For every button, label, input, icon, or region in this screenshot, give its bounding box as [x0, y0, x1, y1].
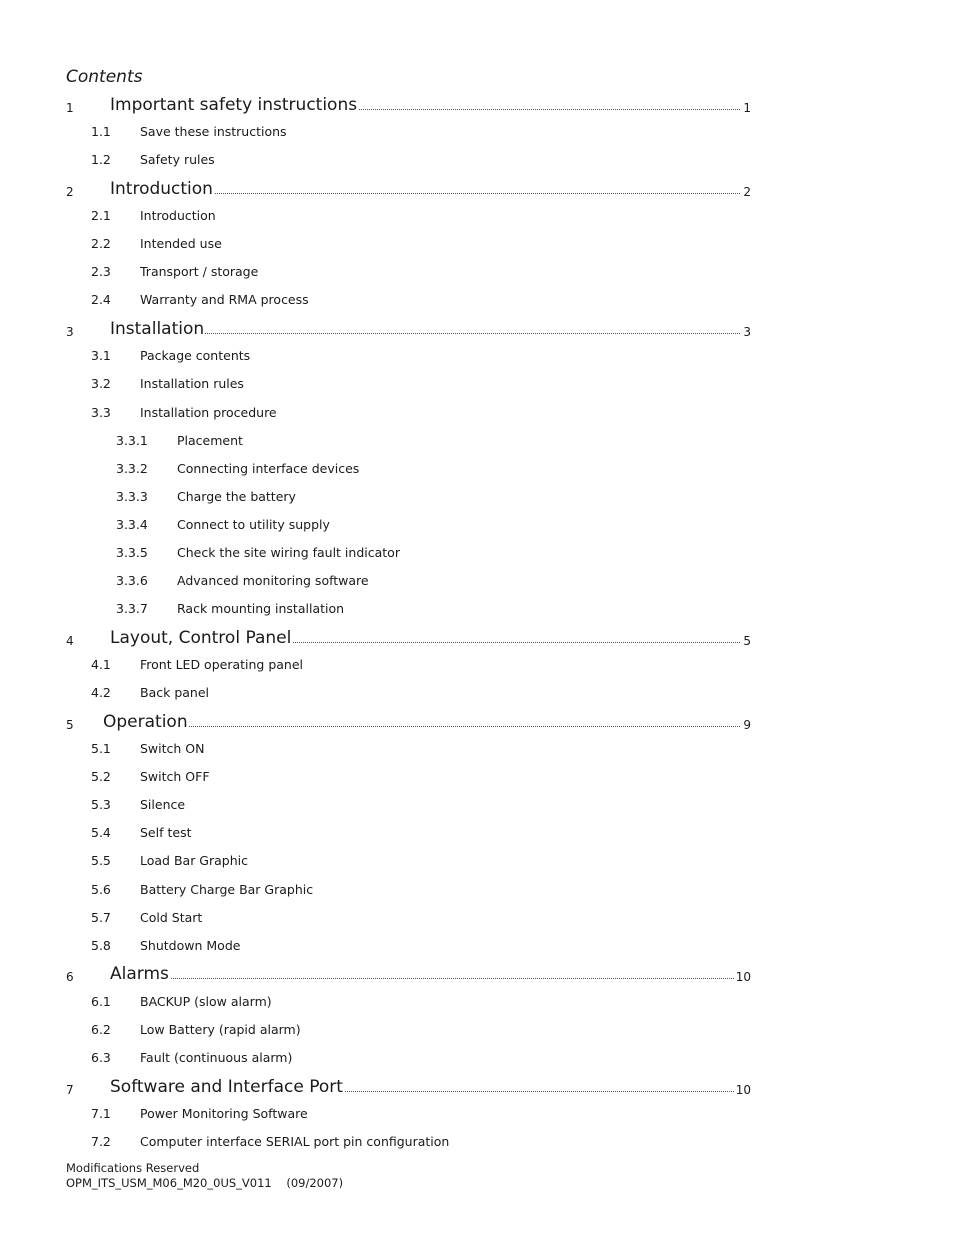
toc-label: Battery Charge Bar Graphic	[140, 882, 314, 897]
toc-number: 6.3	[91, 1050, 111, 1065]
toc-label: Safety rules	[140, 152, 215, 167]
footer-document-code: OPM_ITS_USM_M06_M20_0US_V011 (09/2007)	[66, 1176, 344, 1190]
toc-label: Fault (continuous alarm)	[140, 1050, 293, 1065]
toc-number: 3.3.7	[116, 601, 148, 616]
toc-label: Transport / storage	[140, 264, 259, 279]
toc-label: Charge the battery	[177, 489, 296, 504]
toc-number: 3.3	[91, 405, 111, 420]
toc-label: Installation procedure	[140, 405, 277, 420]
toc-number: 1	[66, 101, 74, 115]
toc-label: Advanced monitoring software	[177, 573, 369, 588]
toc-number: 1.1	[91, 124, 111, 139]
toc-label: Warranty and RMA process	[140, 292, 309, 307]
toc-number: 5	[66, 718, 74, 732]
toc-number: 2.2	[91, 236, 111, 251]
toc-label: Save these instructions	[140, 124, 287, 139]
toc-label: Connect to utility supply	[177, 517, 330, 532]
toc-label: Check the site wiring fault indicator	[177, 545, 400, 560]
toc-number: 4.1	[91, 657, 111, 672]
toc-number: 3.3.1	[116, 433, 148, 448]
toc-label: Installation	[110, 319, 205, 339]
toc-number: 4.2	[91, 685, 111, 700]
toc-label: Alarms	[110, 964, 169, 984]
contents-title: Contents	[66, 67, 143, 87]
toc-number: 5.2	[91, 769, 111, 784]
toc-label: Shutdown Mode	[140, 938, 241, 953]
toc-label: Package contents	[140, 348, 251, 363]
toc-number: 2.1	[91, 208, 111, 223]
toc-label: Placement	[177, 433, 243, 448]
toc-number: 4	[66, 634, 74, 648]
toc-label: Power Monitoring Software	[140, 1106, 308, 1121]
toc-label: Operation	[103, 712, 188, 732]
toc-leader-dots	[110, 726, 746, 727]
toc-number: 7	[66, 1083, 74, 1097]
toc-number: 7.2	[91, 1134, 111, 1149]
toc-label: Silence	[140, 797, 186, 812]
toc-label: Load Bar Graphic	[140, 853, 248, 868]
toc-label: BACKUP (slow alarm)	[140, 994, 272, 1009]
toc-number: 3.3.4	[116, 517, 148, 532]
toc-label: Self test	[140, 825, 192, 840]
toc-number: 6	[66, 970, 74, 984]
toc-number: 3.3.3	[116, 489, 148, 504]
toc-number: 3.3.5	[116, 545, 148, 560]
toc-label: Introduction	[110, 179, 213, 199]
toc-number: 5.1	[91, 741, 111, 756]
toc-label: Software and Interface Port	[110, 1077, 343, 1097]
toc-label: Layout, Control Panel	[110, 628, 292, 648]
toc-number: 2.4	[91, 292, 111, 307]
toc-number: 3.3.6	[116, 573, 148, 588]
toc-page-number: 5	[743, 634, 751, 648]
toc-page-number: 10	[735, 970, 751, 984]
toc-number: 3.3.2	[116, 461, 148, 476]
toc-leader-dots	[110, 333, 746, 334]
toc-number: 5.3	[91, 797, 111, 812]
toc-label: Low Battery (rapid alarm)	[140, 1022, 301, 1037]
toc-number: 5.7	[91, 910, 111, 925]
toc-number: 1.2	[91, 152, 111, 167]
toc-number: 6.2	[91, 1022, 111, 1037]
footer-modifications: Modifications Reserved	[66, 1161, 200, 1175]
toc-label: Back panel	[140, 685, 210, 700]
toc-page-number: 2	[743, 185, 751, 199]
toc-label: Switch ON	[140, 741, 205, 756]
toc-number: 5.6	[91, 882, 111, 897]
toc-number: 6.1	[91, 994, 111, 1009]
toc-label: Computer interface SERIAL port pin configuration	[140, 1134, 450, 1149]
toc-number: 2.3	[91, 264, 111, 279]
toc-number: 3.1	[91, 348, 111, 363]
toc-page-number: 1	[743, 101, 751, 115]
toc-label: Intended use	[140, 236, 222, 251]
toc-leader-dots	[110, 978, 746, 979]
toc-page-number: 10	[735, 1083, 751, 1097]
toc-number: 5.4	[91, 825, 111, 840]
toc-number: 7.1	[91, 1106, 111, 1121]
toc-number: 2	[66, 185, 74, 199]
toc-label: Front LED operating panel	[140, 657, 304, 672]
toc-label: Cold Start	[140, 910, 203, 925]
toc-number: 5.8	[91, 938, 111, 953]
toc-label: Switch OFF	[140, 769, 210, 784]
toc-label: Connecting interface devices	[177, 461, 360, 476]
toc-page-number: 3	[743, 325, 751, 339]
toc-label: Important safety instructions	[110, 95, 358, 115]
toc-number: 3.2	[91, 376, 111, 391]
toc-label: Installation rules	[140, 376, 244, 391]
toc-number: 3	[66, 325, 74, 339]
toc-number: 5.5	[91, 853, 111, 868]
toc-label: Introduction	[140, 208, 216, 223]
toc-label: Rack mounting installation	[177, 601, 345, 616]
toc-page-number: 9	[743, 718, 751, 732]
